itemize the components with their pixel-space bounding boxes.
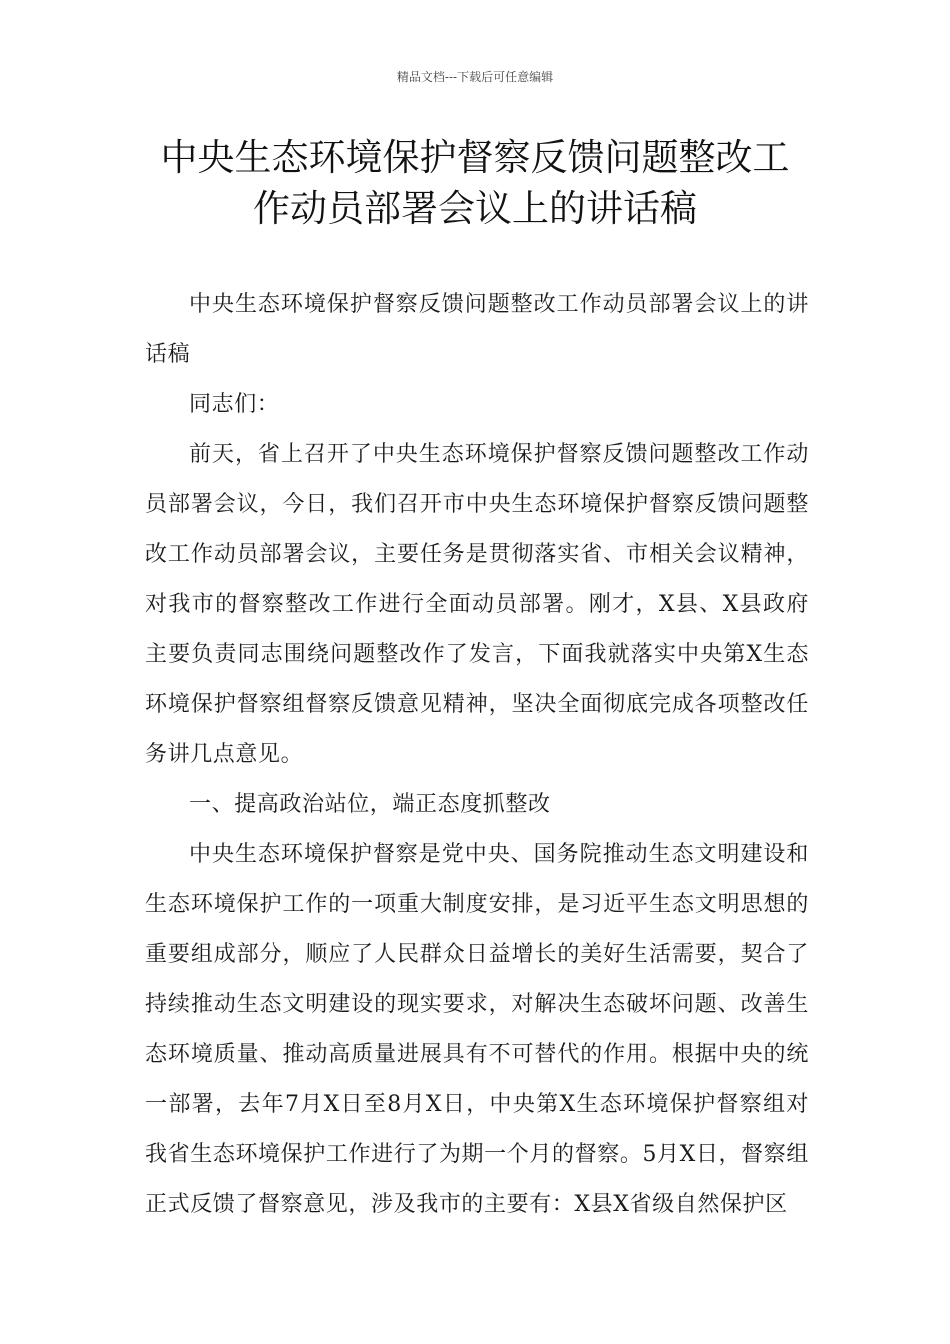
paragraph-subtitle: 中央生态环境保护督察反馈问题整改工作动员部署会议上的讲话稿 [145,292,809,367]
paragraph-salutation: 同志们： [189,392,280,417]
document-title [120,132,830,234]
title-line-1: 中央生态环境保护督察反馈问题整改工 [160,136,790,179]
title-line-2: 作动员部署会议上的讲话稿 [253,187,697,230]
document-body [145,280,809,1230]
header-note: 精品文档---下载后可任意编辑 [396,70,554,84]
section-heading-1: 一、提高政治站位，端正态度抓整改 [189,792,551,817]
paragraph-intro: 前天，省上召开了中央生态环境保护督察反馈问题整改工作动员部署会议，今日，我们召开市中央生态环境保护督察反馈问题整改工作动员部署会议，主要任务是贯彻落实省、市相关会议精神，对我市的督察整改工作进行全面动员部署。刚才，X县、X县政府主要负责同志围绕问题整改作了发言，下面我就落实中央第X生态环境保护督察组督察反馈意见精神，坚决全面彻底完成各项整改任务讲几点意见。 [145,442,809,767]
paragraph-section-1: 中央生态环境保护督察是党中央、国务院推动生态文明建设和生态环境保护工作的一项重大制度安排，是习近平生态文明思想的重要组成部分，顺应了人民群众日益增长的美好生活需要，契合了持续推动生态文明建设的现实要求，对解决生态破坏问题、改善生态环境质量、推动高质量进展具有不可替代的作用。根据中央的统一部署，去年7月X日至8月X日，中央第X生态环境保护督察组对我省生态环境保护工作进行了为期一个月的督察。5月X日，督察组正式反馈了督察意见，涉及我市的主要有：X县X省级自然保护区 [145,842,809,1217]
